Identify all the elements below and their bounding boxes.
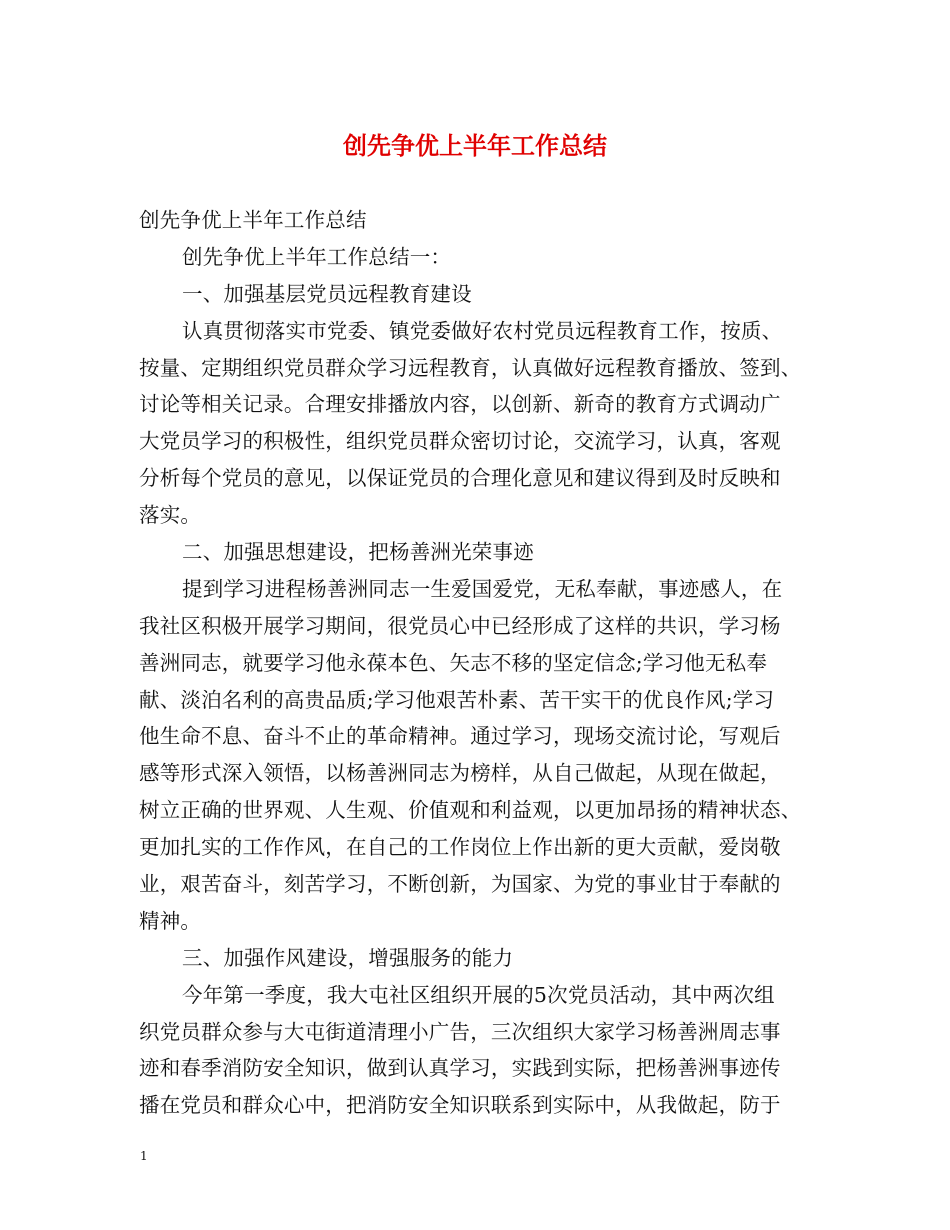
text-line: 今年第一季度，我大屯社区组织开展的5次党员活动，其中两次组 (182, 982, 775, 1007)
document-body (139, 202, 839, 1124)
text-line: 业，艰苦奋斗，刻苦学习，不断创新，为国家、为党的事业甘于奉献的 (139, 872, 781, 897)
text-line: 一、加强基层党员远程教育建设 (182, 281, 472, 306)
text-line: 他生命不息、奋斗不止的革命精神。通过学习，现场交流讨论，写观后 (139, 724, 781, 749)
text-line: 三、加强作风建设，增强服务的能力 (182, 945, 514, 970)
text-line: 创先争优上半年工作总结 (139, 208, 367, 232)
text-line: 落实。 (139, 503, 202, 528)
text-line: 献、淡泊名利的高贵品质;学习他艰苦朴素、苦干实干的优良作风;学习 (139, 687, 775, 712)
text-line: 更加扎实的工作作风，在自己的工作岗位上作出新的更大贡献，爱岗敬 (139, 835, 781, 860)
text-line: 我社区积极开展学习期间，很党员心中已经形成了这样的共识，学习杨 (139, 613, 781, 638)
text-line: 认真贯彻落实市党委、镇党委做好农村党员远程教育工作，按质、 (182, 318, 783, 343)
text-line: 按量、定期组织党员群众学习远程教育，认真做好远程教育播放、签到、 (139, 355, 802, 380)
text-line: 二、加强思想建设，把杨善洲光荣事迹 (182, 540, 534, 565)
text-line: 播在党员和群众心中，把消防安全知识联系到实际中，从我做起，防于 (139, 1093, 781, 1118)
document-title: 创先争优上半年工作总结 (343, 131, 607, 160)
text-line: 分析每个党员的意见，以保证党员的合理化意见和建议得到及时反映和 (139, 466, 781, 491)
text-line: 提到学习进程杨善洲同志一生爱国爱党，无私奉献，事迹感人，在 (182, 576, 783, 601)
text-line: 迹和春季消防安全知识，做到认真学习，实践到实际，把杨善洲事迹传 (139, 1056, 781, 1081)
text-line: 善洲同志，就要学习他永葆本色、矢志不移的坚定信念;学习他无私奉 (139, 650, 768, 675)
text-line: 精神。 (139, 908, 202, 933)
page-number: 1 (140, 1149, 148, 1163)
text-line: 创先争优上半年工作总结一： (182, 244, 452, 269)
text-line: 大党员学习的积极性，组织党员群众密切讨论，交流学习，认真，客观 (139, 429, 781, 454)
text-line: 讨论等相关记录。合理安排播放内容，以创新、新奇的教育方式调动广 (139, 392, 781, 417)
text-line: 织党员群众参与大屯街道清理小广告，三次组织大家学习杨善洲周志事 (139, 1019, 781, 1044)
text-line: 感等形式深入领悟，以杨善洲同志为榜样，从自己做起，从现在做起， (139, 761, 781, 786)
text-line: 树立正确的世界观、人生观、价值观和利益观，以更加昂扬的精神状态、 (139, 798, 802, 823)
